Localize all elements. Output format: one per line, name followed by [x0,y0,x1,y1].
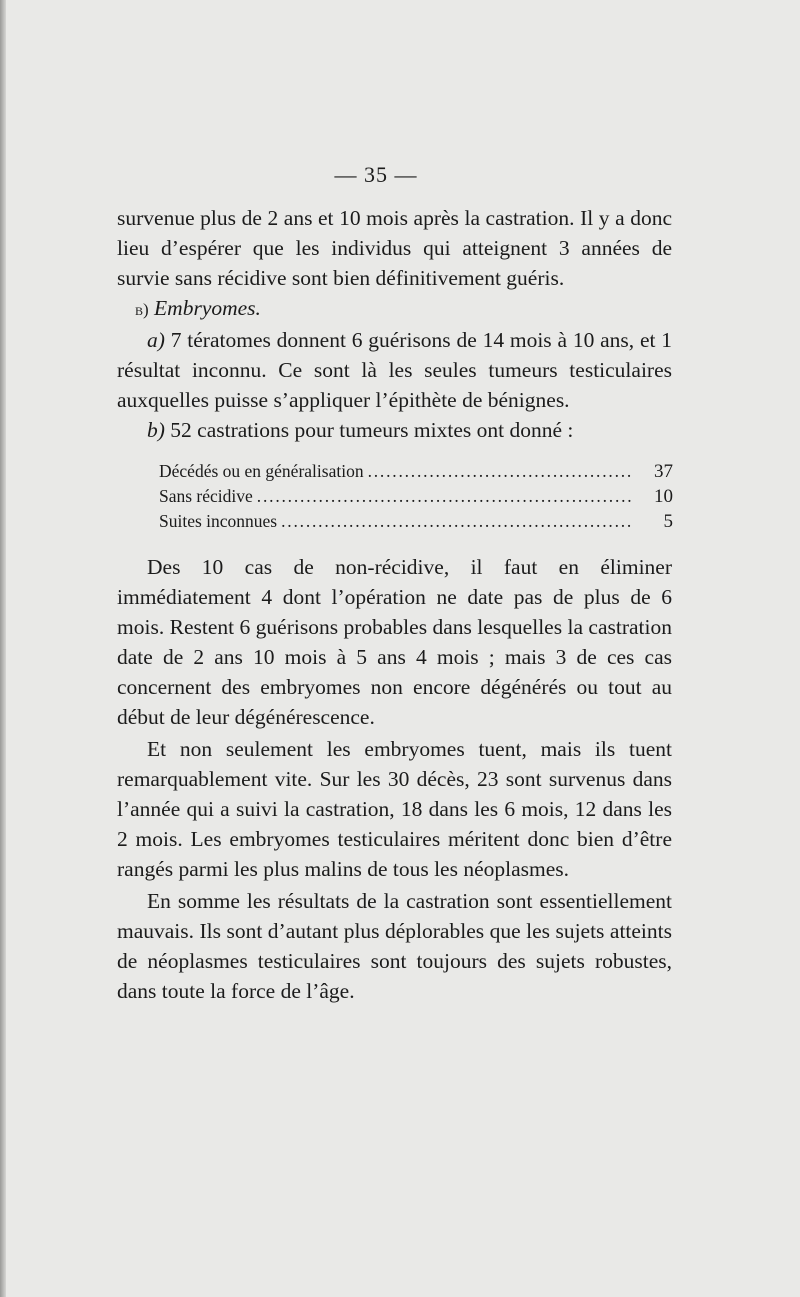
page-number: — 35 — [334,162,418,187]
dot-leader [281,509,633,534]
stats-row [159,509,673,534]
stats-label: Décédés ou en généralisation [159,461,364,481]
section-letter: b) [135,300,149,319]
stats-table [159,459,673,534]
section-title: Embryomes. [154,296,261,320]
paragraph-continuation: survenue plus de 2 ans et 10 mois après la castration. Il y a donc lieu d’espérer que les individus qui atteignent 3 années de survie sans récidive sont bien définitivement guéris. [117,206,672,290]
section-heading [117,293,672,325]
stats-label: Sans récidive [159,486,253,506]
paragraph-castrations [117,415,672,445]
dot-leader [257,484,633,509]
stats-value: 37 [654,461,673,482]
paragraph-conclusion: En somme les résultats de la castration sont essentiellement mauvais. Ils sont d’autant plus déplorables que les sujets atteints de néoplasmes testiculaires sont toujours des sujets robustes, dans toute la force de l’âge. [117,889,672,1003]
paragraph-mortality: Et non seulement les embryomes tuent, mais ils tuent remarquablement vite. Sur les 30 décès, 23 sont survenus dans l’année qui a suivi la castration, 18 dans les 6 mois, 12 dans les 2 mois. Les embryomes testiculaires méritent donc bien d’être rangés parmi les plus malins de tous les néoplasmes. [117,737,672,881]
stats-label: Suites inconnues [159,511,278,531]
stats-value: 10 [654,486,673,507]
paragraph-non-recidive: Des 10 cas de non-récidive, il faut en éliminer immédiatement 4 dont l’opération ne date pas de plus de 6 mois. Restent 6 guérisons probables dans lesquelles la castration date de 2 ans 10 mois à 5 ans 4 mois ; mais 3 de ces cas concernent des embryomes non encore dégénérés ou tout au début de leur dégénérescence. [117,555,672,729]
stats-value: 5 [663,511,673,532]
item-marker-a: a) [147,328,165,352]
item-marker-b: b) [147,418,165,442]
stats-row [159,484,673,509]
paragraph-teratomes [117,325,672,415]
page-edge [0,0,6,1297]
stats-row [159,459,673,484]
paragraph-castrations-text: 52 castrations pour tumeurs mixtes ont donné : [170,418,574,442]
dot-leader [368,459,633,484]
body-text [117,203,672,1006]
paragraph-teratomes-text: 7 tératomes donnent 6 guérisons de 14 mois à 10 ans, et 1 résultat inconnu. Ce sont là les seules tumeurs testiculaires auxquelles puisse s’appliquer l’épithète de bénignes. [117,328,673,412]
